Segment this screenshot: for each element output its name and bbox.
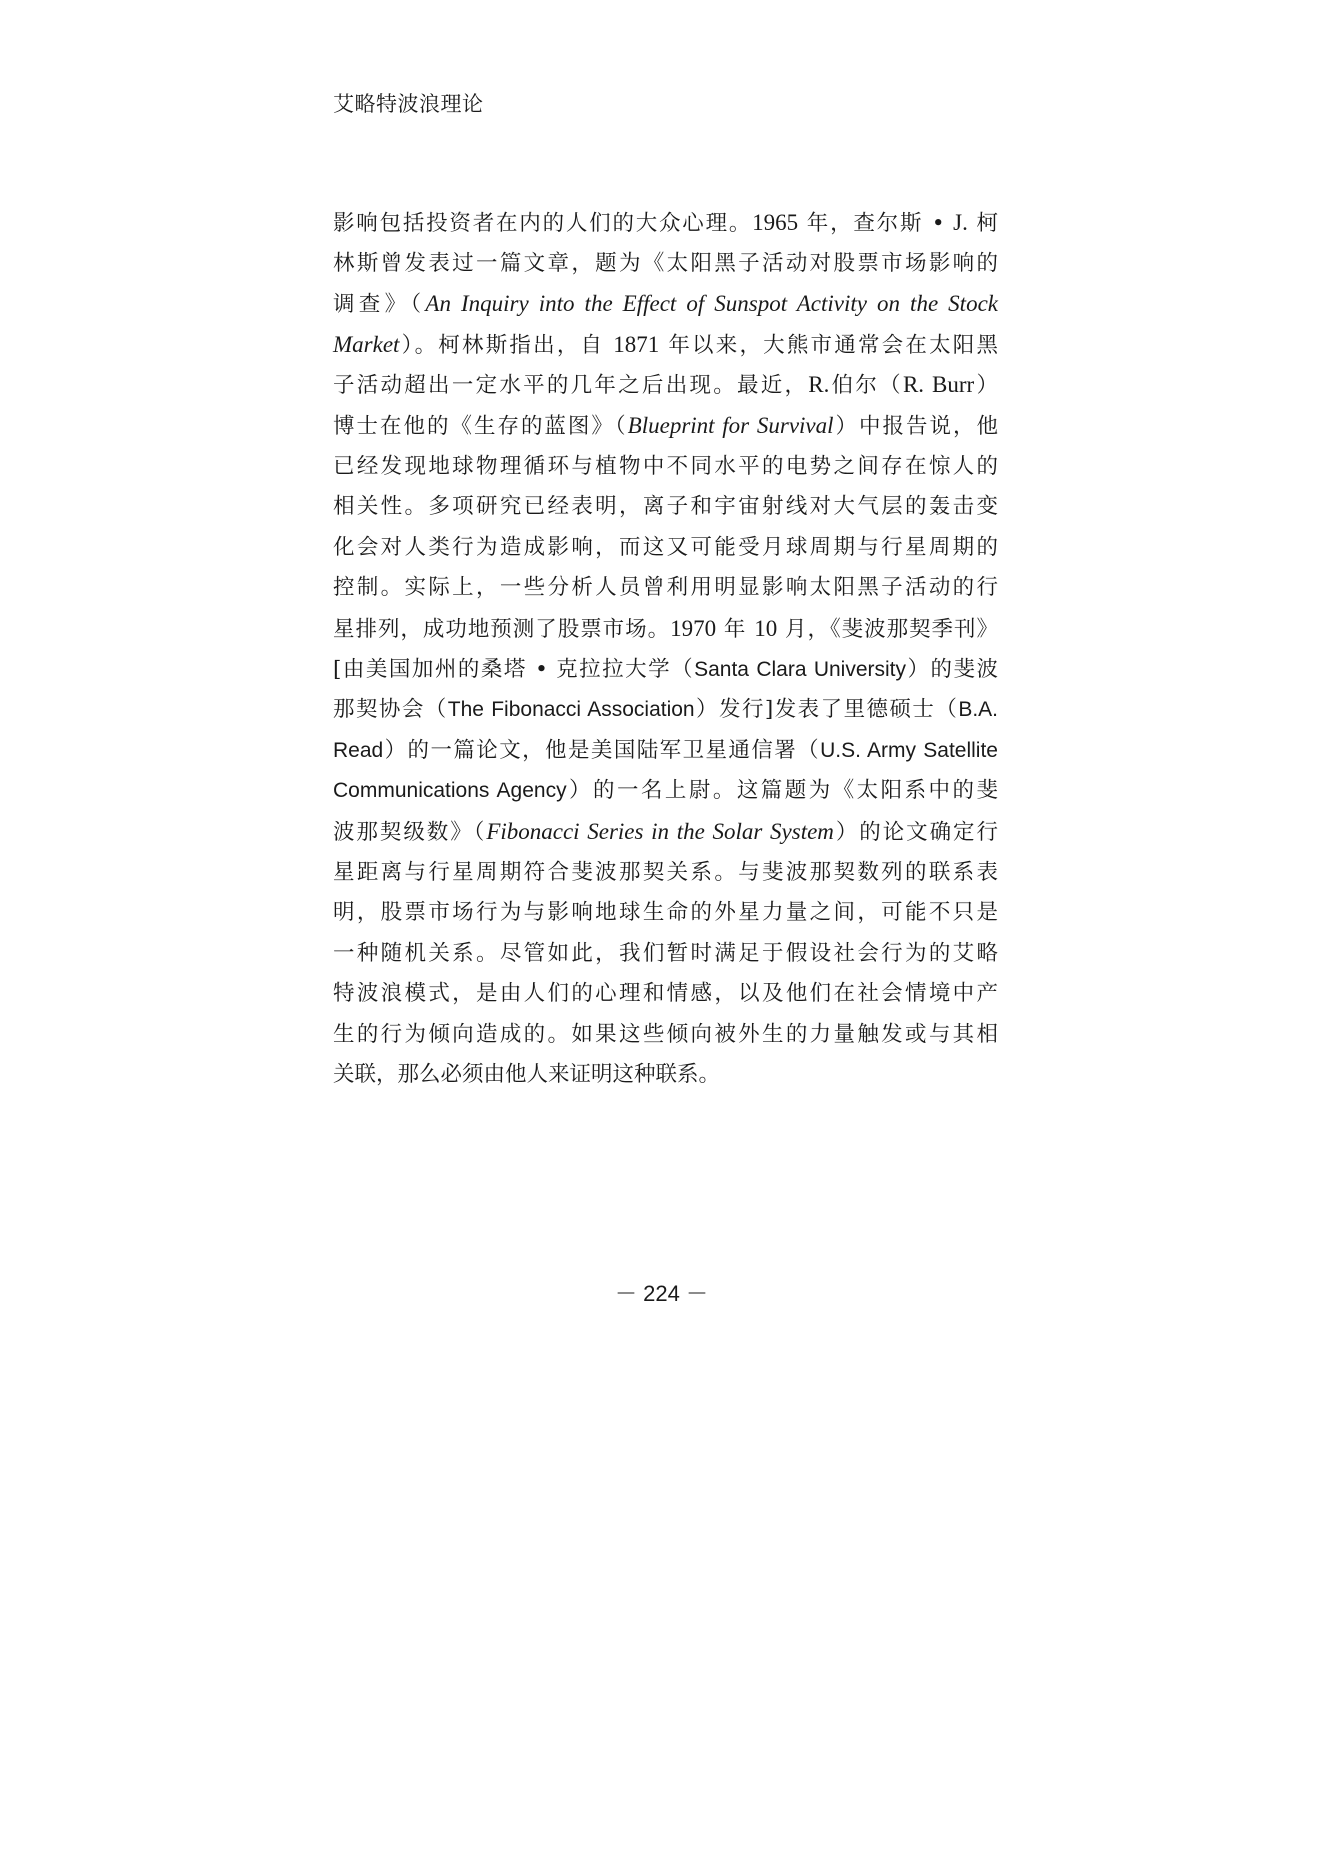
text-line — [333, 1055, 998, 1096]
text-line — [333, 406, 998, 447]
text-segment: 控制。实际上，一些分析人员曾利用明显影响太阳黑子活动的行 — [333, 575, 998, 601]
text-line — [333, 934, 998, 975]
body-text — [333, 203, 998, 1096]
text-segment: 年 — [716, 616, 755, 642]
text-segment: 星排列，成功地预测了股票市场。 — [333, 616, 671, 642]
text-segment: 生的行为倾向造成的。如果这些倾向被外生的力量触发或与其相 — [333, 1021, 998, 1047]
text-segment: ）的斐波 — [906, 656, 998, 682]
text-line — [333, 325, 998, 366]
text-line — [333, 528, 998, 569]
text-segment: 影响包括投资者在内的人们的大众心理。 — [333, 211, 753, 236]
text-segment: Santa Clara University — [694, 657, 907, 681]
text-segment: 年，查尔斯 • — [798, 211, 954, 236]
page-number: － 224 － — [615, 1281, 708, 1306]
text-segment: 一种随机关系。尽管如此，我们暂时满足于假设社会行为的艾略 — [333, 940, 998, 966]
text-segment: 柯 — [967, 211, 998, 236]
text-segment: ）的一篇论文，他是美国陆军卫星通信署（ — [383, 737, 821, 763]
running-header: 艾略特波浪理论 — [333, 92, 484, 116]
text-line — [333, 244, 998, 285]
italic-title: Blueprint for Survival — [627, 412, 834, 438]
text-line — [333, 650, 998, 691]
text-line — [333, 568, 998, 609]
text-segment: 伯尔（ — [829, 373, 903, 399]
text-segment: 1965 — [752, 210, 799, 235]
text-line — [333, 284, 998, 325]
text-line — [333, 447, 998, 488]
text-line — [333, 1015, 998, 1056]
text-segment: B.A. — [958, 698, 998, 722]
text-segment: ）发行]发表了里德硕士（ — [694, 697, 959, 723]
text-line — [333, 731, 998, 772]
text-segment: Communications Agency — [333, 779, 567, 803]
italic-title: Market — [333, 331, 400, 357]
text-segment: ）的一名上尉。这篇题为《太阳系中的斐 — [566, 778, 998, 804]
text-segment: 那契协会（ — [333, 697, 448, 723]
text-segment: 调查》（ — [333, 292, 426, 318]
text-segment: ）。柯林斯指出，自 — [399, 332, 614, 358]
text-line — [333, 974, 998, 1015]
text-segment: 明，股票市场行为与影响地球生命的外星力量之间，可能不只是 — [333, 900, 998, 926]
text-segment: 月，《斐波那契季刊》 — [777, 616, 998, 642]
text-segment: 1871 — [613, 331, 660, 357]
text-line — [333, 690, 998, 731]
text-segment: 林斯曾发表过一篇文章，题为《太阳黑子活动对股票市场影响的 — [333, 250, 998, 276]
text-segment: J. — [953, 210, 968, 235]
text-line — [333, 609, 998, 650]
text-line — [333, 771, 998, 812]
text-segment: 10 — [754, 615, 778, 641]
text-segment: 博士在他的《生存的蓝图》（ — [333, 413, 628, 439]
text-line — [333, 812, 998, 853]
text-segment: 星距离与行星周期符合斐波那契关系。与斐波那契数列的联系表 — [333, 859, 998, 885]
text-line — [333, 203, 998, 244]
text-segment: [由美国加州的桑塔 • 克拉拉大学（ — [333, 656, 695, 682]
text-segment: 关联，那么必须由他人来证明这种联系。 — [333, 1062, 721, 1088]
text-segment: Read — [333, 738, 384, 762]
text-segment: 波那契级数》（ — [333, 819, 487, 845]
text-segment: R. — [808, 372, 830, 398]
text-line — [333, 487, 998, 528]
text-line — [333, 365, 998, 406]
text-segment: The Fibonacci Association — [447, 698, 695, 722]
text-line — [333, 893, 998, 934]
text-segment: 化会对人类行为造成影响，而这又可能受月球周期与行星周期的 — [333, 534, 998, 560]
text-segment: 1970 — [670, 615, 717, 641]
text-segment: 已经发现地球物理循环与植物中不同水平的电势之间存在惊人的 — [333, 453, 998, 479]
italic-title: An Inquiry into the Effect of Sunspot Activity on the Stock — [425, 291, 998, 317]
text-segment: 子活动超出一定水平的几年之后出现。最近， — [333, 373, 809, 399]
text-segment: 年以来，大熊市通常会在太阳黑 — [659, 332, 998, 358]
text-segment: U.S. Army Satellite — [820, 738, 998, 762]
italic-title: Fibonacci Series in the Solar System — [486, 818, 834, 844]
text-segment: R. Burr — [902, 372, 975, 398]
text-segment: 相关性。多项研究已经表明，离子和宇宙射线对大气层的轰击变 — [333, 494, 998, 520]
text-segment: ）中报告说，他 — [833, 413, 998, 439]
text-segment: ） — [974, 373, 998, 399]
text-segment: ）的论文确定行 — [833, 819, 998, 845]
text-segment: 特波浪模式，是由人们的心理和情感，以及他们在社会情境中产 — [333, 981, 998, 1007]
text-line — [333, 853, 998, 894]
